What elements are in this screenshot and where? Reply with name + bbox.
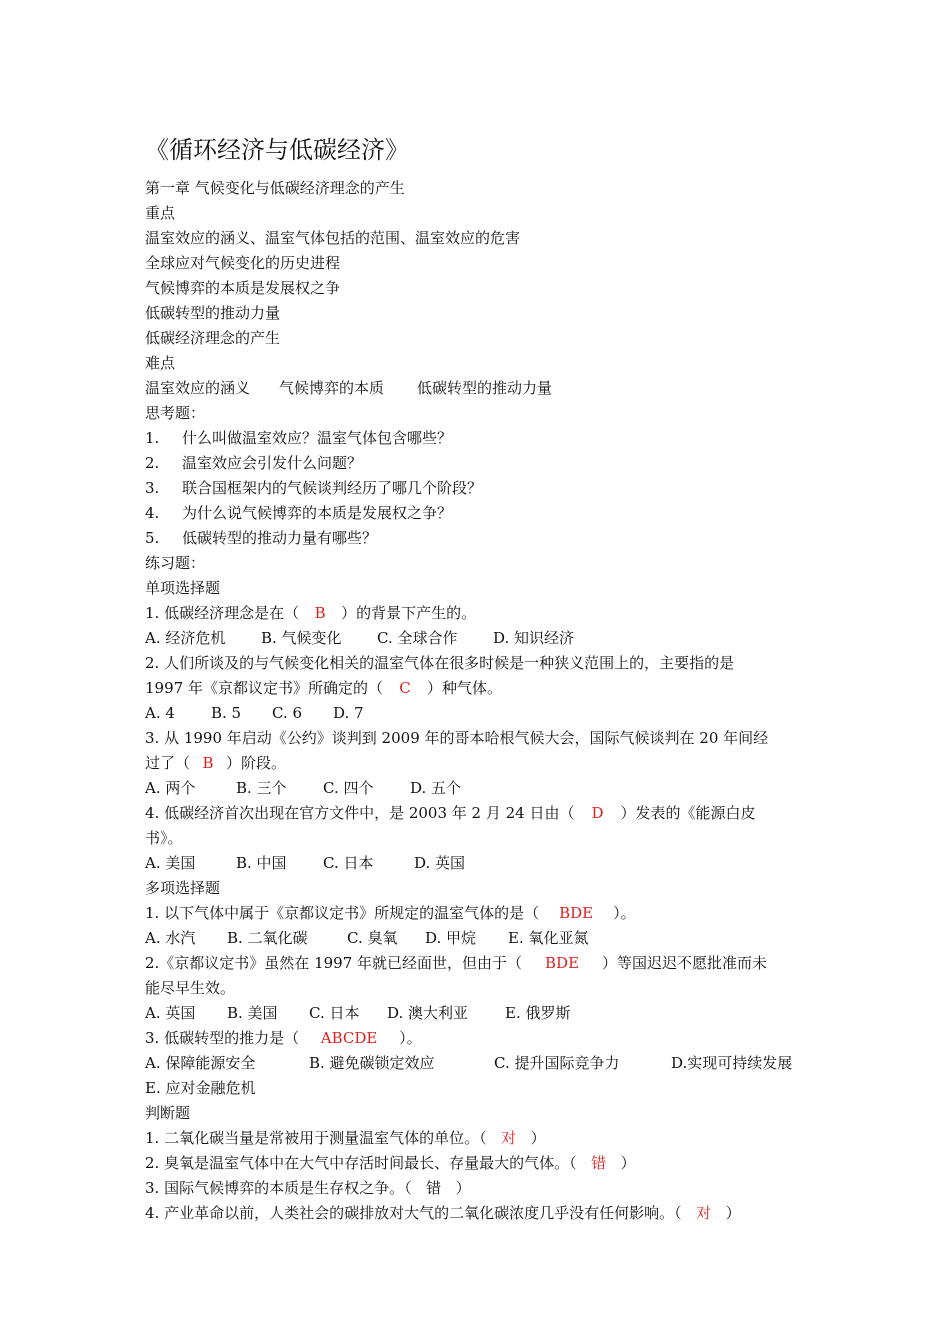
answer-text: C [399, 679, 411, 697]
item-number: 1. [145, 429, 160, 447]
item-text: 低碳转型的推动力量有哪些？ [182, 529, 378, 547]
key-point-item: 低碳转型的推动力量 [145, 304, 281, 322]
option: A. 美国 [145, 854, 196, 872]
question-1: 1. 低碳经济理念是在（ B ）的背景下产生的。 [145, 601, 809, 626]
question-4: 4. 低碳经济首次出现在官方文件中，是 2003 年 2 月 24 日由（ D ）发表的《能源白皮 [145, 801, 809, 826]
option: A. 英国 [145, 1004, 196, 1022]
question-2: 2. 人们所谈及的与气候变化相关的温室气体在很多时候是一种狭义范围上的，主要指的是 [145, 654, 735, 672]
document-body [145, 134, 809, 1226]
answer-text: BDE [559, 904, 594, 922]
option: D. 7 [333, 704, 364, 722]
item-text: 温室效应会引发什么问题？ [182, 454, 363, 472]
question-3: 3. 从 1990 年启动《公约》谈判到 2009 年的哥本哈根气候大会，国际气候谈判在 20 年间经 [145, 729, 769, 747]
option: B. 气候变化 [261, 629, 342, 647]
item-number: 5. [145, 529, 160, 547]
question-1: 1. 以下气体中属于《京都议定书》所规定的温室气体的是（ BDE ）。 [145, 901, 809, 926]
single-choice-heading: 单项选择题 [145, 579, 221, 597]
option: D. 澳大利亚 [387, 1004, 469, 1022]
option: C. 日本 [323, 854, 374, 872]
thinking-item [145, 426, 809, 451]
difficulty-item: 温室效应的涵义 [145, 379, 251, 397]
question-2-cont: 1997 年《京都议定书》所确定的（ C ）种气体。 [145, 676, 809, 701]
answer-text: D [591, 804, 604, 822]
item-text: 联合国框架内的气候谈判经历了哪几个阶段？ [182, 479, 483, 497]
option: D. 五个 [410, 779, 462, 797]
thinking-item [145, 451, 809, 476]
question-options [145, 626, 809, 651]
difficulty-item: 气候博弈的本质 [279, 379, 385, 397]
option: D.实现可持续发展 [671, 1054, 793, 1072]
key-point-item: 气候博弈的本质是发展权之争 [145, 279, 341, 297]
answer-text: 错 [426, 1179, 442, 1197]
answer-text: ABCDE [320, 1029, 378, 1047]
true-false-item: 3. 国际气候博弈的本质是生存权之争。（ 错 ） [145, 1176, 809, 1201]
question-options [145, 851, 809, 876]
question-options [145, 1001, 809, 1026]
thinking-item [145, 526, 809, 551]
answer-text: 对 [501, 1129, 517, 1147]
question-options [145, 1051, 809, 1076]
item-text: 为什么说气候博弈的本质是发展权之争？ [182, 504, 453, 522]
key-point-item: 低碳经济理念的产生 [145, 329, 281, 347]
thinking-item [145, 501, 809, 526]
option: A. 两个 [145, 779, 196, 797]
option: D. 甲烷 [425, 929, 477, 947]
option: C. 臭氧 [347, 929, 398, 947]
answer-text: 对 [696, 1204, 712, 1222]
option: B. 美国 [227, 1004, 278, 1022]
question-options [145, 776, 809, 801]
option: A. 经济危机 [145, 629, 226, 647]
question-options [145, 701, 809, 726]
true-false-item: 4. 产业革命以前，人类社会的碳排放对大气的二氧化碳浓度几乎没有任何影响。（ 对 ） [145, 1201, 809, 1226]
answer-text: BDE [545, 954, 580, 972]
difficulties-heading: 难点 [145, 354, 176, 372]
option: B. 二氧化碳 [227, 929, 308, 947]
true-false-heading: 判断题 [145, 1104, 191, 1122]
option: B. 避免碳锁定效应 [309, 1054, 435, 1072]
document-title: 《循环经济与低碳经济》 [145, 136, 409, 164]
key-point-item: 全球应对气候变化的历史进程 [145, 254, 341, 272]
answer-text: 错 [591, 1154, 607, 1172]
option: E. 俄罗斯 [505, 1004, 571, 1022]
question-2-cont: 能尽早生效。 [145, 979, 236, 997]
option: A. 保障能源安全 [145, 1054, 256, 1072]
question-3-cont: 过了（ B ）阶段。 [145, 751, 809, 776]
question-4-cont: 书》。 [145, 829, 183, 847]
difficulties-list [145, 376, 809, 401]
option: A. 水汽 [145, 929, 196, 947]
option: E. 氧化亚氮 [508, 929, 589, 947]
thinking-heading: 思考题： [145, 404, 206, 422]
option: C. 四个 [323, 779, 374, 797]
thinking-item [145, 476, 809, 501]
question-2: 2.《京都议定书》虽然在 1997 年就已经面世，但由于（ BDE ）等国迟迟不愿批准而未 [145, 951, 809, 976]
option: B. 中国 [236, 854, 287, 872]
item-number: 2. [145, 454, 160, 472]
option: C. 日本 [309, 1004, 360, 1022]
option: C. 提升国际竞争力 [494, 1054, 620, 1072]
question-3: 3. 低碳转型的推力是（ ABCDE ）。 [145, 1026, 809, 1051]
option: B. 三个 [236, 779, 287, 797]
chapter-heading: 第一章 气候变化与低碳经济理念的产生 [145, 179, 405, 197]
key-points-heading: 重点 [145, 204, 176, 222]
item-number: 4. [145, 504, 160, 522]
option: E. 应对金融危机 [145, 1079, 256, 1097]
key-point-item: 温室效应的涵义、温室气体包括的范围、温室效应的危害 [145, 229, 521, 247]
option: D. 英国 [414, 854, 466, 872]
option: D. 知识经济 [493, 629, 575, 647]
option: C. 全球合作 [377, 629, 458, 647]
difficulty-item: 低碳转型的推动力量 [417, 379, 553, 397]
question-options [145, 926, 809, 951]
item-text: 什么叫做温室效应？温室气体包含哪些？ [182, 429, 453, 447]
option: C. 6 [272, 704, 303, 722]
multiple-choice-heading: 多项选择题 [145, 879, 221, 897]
option: A. 4 [145, 704, 175, 722]
option: B. 5 [211, 704, 242, 722]
true-false-item: 2. 臭氧是温室气体中在大气中存活时间最长、存量最大的气体。（ 错 ） [145, 1151, 809, 1176]
item-number: 3. [145, 479, 160, 497]
exercise-heading: 练习题： [145, 554, 206, 572]
answer-text: B [202, 754, 214, 772]
answer-text: B [314, 604, 326, 622]
true-false-item: 1. 二氧化碳当量是常被用于测量温室气体的单位。（ 对 ） [145, 1126, 809, 1151]
